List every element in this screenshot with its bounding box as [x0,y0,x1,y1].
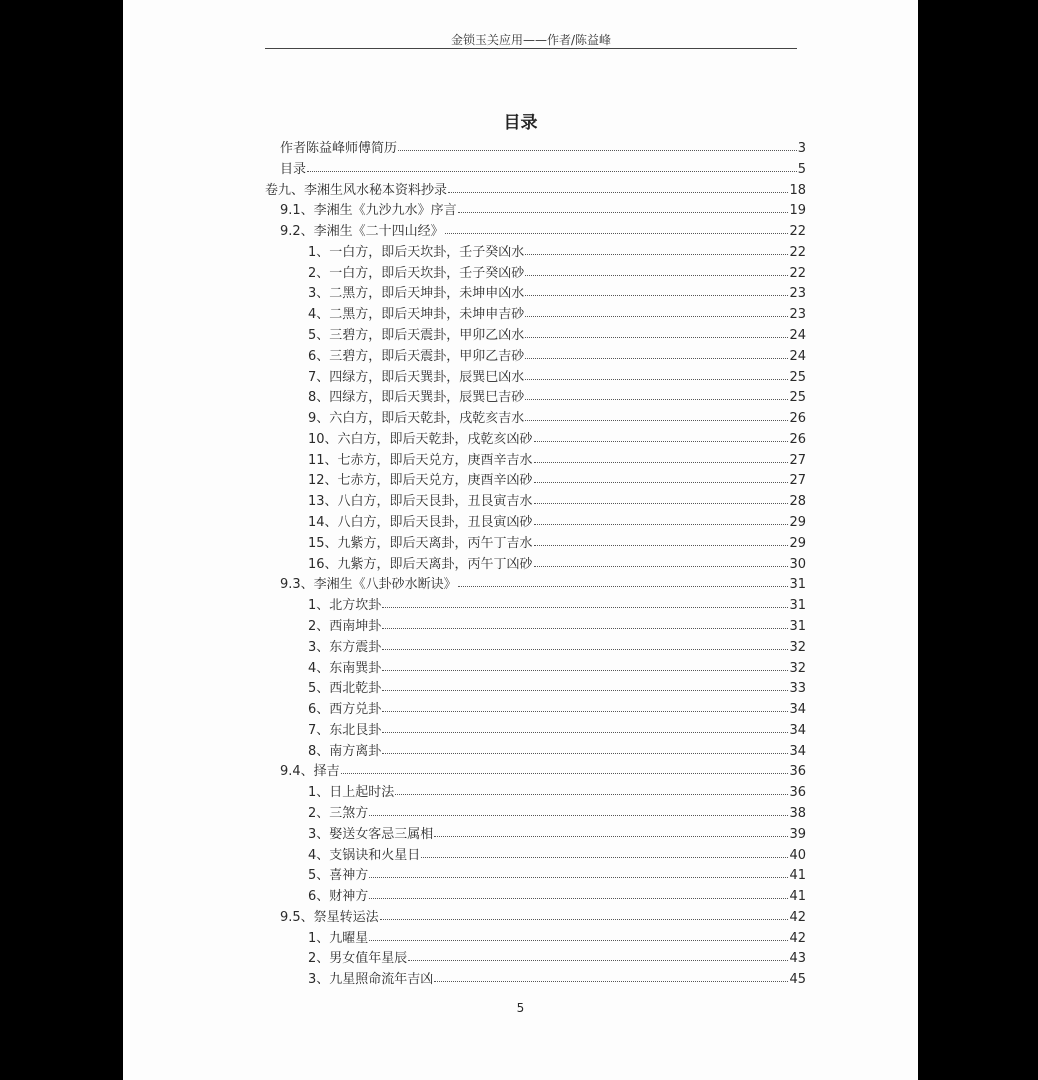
toc-entry-title: 5、西北乾卦 [308,681,382,697]
toc-entry-title: 11、七赤方，即后天兑方，庚酉辛吉水 [308,452,533,468]
toc-entry-title: 3、二黑方，即后天坤卦，未坤申凶水 [308,286,525,302]
toc-entry-page: 26 [789,431,806,447]
dot-leader [369,898,788,899]
toc-entry-page: 24 [789,348,806,364]
dot-leader [369,877,788,878]
toc-entry[interactable] [308,261,806,281]
toc-entry-page: 39 [789,826,806,842]
dot-leader [382,649,788,650]
dot-leader [382,607,788,608]
dot-leader [534,482,789,483]
toc-entry[interactable] [308,531,806,551]
dot-leader [421,857,788,858]
toc-entry[interactable] [308,822,806,842]
toc-entry-page: 23 [789,286,806,302]
toc-entry-title: 作者陈益峰师傅简历 [280,141,398,156]
toc-entry[interactable] [308,344,806,364]
toc-entry-page: 41 [789,889,806,905]
toc-entry-title: 9、六白方，即后天乾卦，戌乾亥吉水 [308,411,525,427]
page-title: 目录 [503,113,538,133]
toc-entry[interactable] [308,863,806,883]
toc-entry[interactable] [308,281,806,301]
toc-entry[interactable] [280,572,806,592]
toc-entry-title: 1、日上起时法 [308,785,395,801]
toc-entry-title: 13、八白方，即后天艮卦，丑艮寅吉水 [308,494,533,510]
toc-entry-page: 42 [789,930,806,946]
toc-entry[interactable] [308,427,806,447]
dot-leader [525,420,788,421]
toc-entry[interactable] [280,198,806,218]
toc-entry-page: 25 [789,390,806,406]
toc-entry[interactable] [280,759,806,779]
toc-entry[interactable] [308,448,806,468]
toc-entry[interactable] [308,656,806,676]
toc-entry[interactable] [308,801,806,821]
toc-entry-title: 4、东南巽卦 [308,660,382,676]
toc-entry-page: 43 [789,951,806,967]
toc-entry-title: 4、支锅诀和火星日 [308,847,421,863]
dot-leader [448,192,788,193]
toc-entry[interactable] [280,905,806,925]
toc-entry-title: 8、南方离卦 [308,743,382,759]
toc-entry-page: 24 [789,328,806,344]
dot-leader [395,794,788,795]
toc-entry-page: 41 [789,868,806,884]
toc-entry-title: 4、二黑方，即后天坤卦，未坤申吉砂 [308,307,525,323]
dot-leader [382,670,788,671]
dot-leader [434,836,788,837]
toc-entry[interactable] [308,510,806,530]
document-page [123,0,918,1080]
toc-entry-title: 卷九、李湘生风水秘本资料抄录 [265,182,448,198]
toc-entry-title: 1、北方坎卦 [308,598,382,614]
toc-entry-title: 7、东北艮卦 [308,722,382,738]
dot-leader [525,399,788,400]
dot-leader [382,690,788,691]
toc-entry[interactable] [308,946,806,966]
toc-entry-page: 29 [789,515,806,531]
toc-entry-page: 40 [789,847,806,863]
toc-entry-title: 2、西南坤卦 [308,618,382,634]
toc-entry[interactable] [280,136,806,156]
toc-entry[interactable] [308,718,806,738]
toc-entry[interactable] [308,614,806,634]
toc-entry-page: 31 [789,577,806,593]
toc-entry-title: 2、一白方，即后天坎卦，壬子癸凶砂 [308,265,525,281]
dot-leader [380,919,789,920]
toc-entry[interactable] [308,884,806,904]
toc-entry-title: 8、四绿方，即后天巽卦，辰巽巳吉砂 [308,390,525,406]
toc-entry-title: 14、八白方，即后天艮卦，丑艮寅凶砂 [308,515,533,531]
toc-entry[interactable] [308,697,806,717]
dot-leader [445,233,789,234]
toc-entry-title: 5、三碧方，即后天震卦，甲卯乙凶水 [308,328,525,344]
dot-leader [534,441,789,442]
dot-leader [408,960,788,961]
dot-leader [382,732,788,733]
dot-leader [534,545,789,546]
toc-entry-title: 目录 [280,161,307,177]
toc-entry-title: 1、一白方，即后天坎卦，壬子癸凶水 [308,244,525,260]
toc-entry-page: 27 [789,452,806,468]
toc-entry-page: 18 [789,182,806,198]
toc-entry-title: 3、娶送女客忌三属相 [308,826,434,842]
toc-entry-page: 29 [789,535,806,551]
toc-entry-page: 38 [789,805,806,821]
toc-entry[interactable] [265,178,806,198]
dot-leader [434,981,788,982]
toc-entry[interactable] [308,780,806,800]
dot-leader [525,275,788,276]
toc-entry-title: 15、九紫方，即后天离卦，丙午丁吉水 [308,535,533,551]
dot-leader [398,150,797,151]
toc-entry[interactable] [308,635,806,655]
toc-entry-page: 22 [789,244,806,260]
toc-entry-page: 36 [789,785,806,801]
toc-entry-page: 32 [789,660,806,676]
toc-entry-page: 22 [789,224,806,240]
dot-leader [525,254,788,255]
toc-entry[interactable] [308,302,806,322]
toc-entry-page: 30 [789,556,806,572]
dot-leader [525,337,788,338]
toc-entry-page: 34 [789,743,806,759]
toc-entry-page: 32 [789,639,806,655]
toc-entry[interactable] [308,385,806,405]
toc-entry[interactable] [308,323,806,343]
dot-leader [525,295,788,296]
toc-entry[interactable] [308,552,806,572]
toc-entry-title: 9.3、李湘生《八卦砂水断诀》 [280,577,457,593]
toc-entry-page: 19 [789,203,806,219]
dot-leader [458,212,789,213]
dot-leader [369,940,788,941]
header-rule [265,48,797,49]
toc-entry[interactable] [308,843,806,863]
toc-entry[interactable] [308,365,806,385]
dot-leader [534,462,789,463]
toc-entry[interactable] [308,676,806,696]
dot-leader [458,586,789,587]
toc-entry-page: 36 [789,764,806,780]
dot-leader [534,503,789,504]
toc-entry-page: 28 [789,494,806,510]
toc-entry[interactable] [308,926,806,946]
toc-entry[interactable] [308,967,806,987]
toc-entry-title: 1、九曜星 [308,930,369,946]
dot-leader [382,628,788,629]
toc-entry-title: 9.1、李湘生《九沙九水》序言 [280,203,457,219]
toc-entry-page: 34 [789,722,806,738]
toc-entry-title: 10、六白方，即后天乾卦，戌乾亥凶砂 [308,431,533,447]
toc-entry-page: 33 [789,681,806,697]
toc-entry-title: 6、西方兑卦 [308,702,382,718]
toc-entry-page: 31 [789,598,806,614]
toc-entry-page: 26 [789,411,806,427]
dot-leader [525,379,788,380]
toc-entry-title: 2、男女值年星辰 [308,951,408,967]
toc-entry-title: 9.2、李湘生《二十四山经》 [280,224,444,240]
toc-entry-title: 5、喜神方 [308,868,369,884]
running-header: 金锁玉关应用——作者/陈益峰 [450,33,612,47]
toc-entry-page: 23 [789,307,806,323]
dot-leader [307,171,797,172]
dot-leader [525,358,788,359]
toc-entry-page: 27 [789,473,806,489]
dot-leader [525,316,788,317]
toc-entry-page: 45 [789,972,806,988]
dot-leader [382,753,788,754]
toc-entry-title: 16、九紫方，即后天离卦，丙午丁凶砂 [308,556,533,572]
dot-leader [341,773,789,774]
toc-entry-page: 5 [797,161,806,177]
dot-leader [382,711,788,712]
toc-entry-title: 12、七赤方，即后天兑方，庚酉辛凶砂 [308,473,533,489]
toc-entry-title: 7、四绿方，即后天巽卦，辰巽巳凶水 [308,369,525,385]
toc-entry[interactable] [308,593,806,613]
toc-entry-page: 25 [789,369,806,385]
toc-entry[interactable] [308,468,806,488]
toc-entry-page: 31 [789,618,806,634]
toc-entry-title: 3、东方震卦 [308,639,382,655]
toc-entry-page: 22 [789,265,806,281]
toc-entry-page: 34 [789,702,806,718]
toc-entry[interactable] [308,240,806,260]
dot-leader [534,566,789,567]
toc-entry[interactable] [308,406,806,426]
toc-entry[interactable] [280,157,806,177]
toc-entry-title: 6、三碧方，即后天震卦，甲卯乙吉砂 [308,348,525,364]
toc-entry-title: 6、财神方 [308,889,369,905]
dot-leader [369,815,788,816]
toc-entry-title: 3、九星照命流年吉凶 [308,972,434,988]
page-number: 5 [516,1001,525,1015]
toc-entry[interactable] [280,219,806,239]
toc-entry-title: 9.5、祭星转运法 [280,909,379,925]
toc-entry-title: 9.4、择吉 [280,764,340,780]
dot-leader [534,524,789,525]
toc-entry-page: 42 [789,909,806,925]
toc-entry[interactable] [308,489,806,509]
toc-entry[interactable] [308,739,806,759]
toc-entry-title: 2、三煞方 [308,805,369,821]
toc-entry-page: 3 [797,141,806,156]
